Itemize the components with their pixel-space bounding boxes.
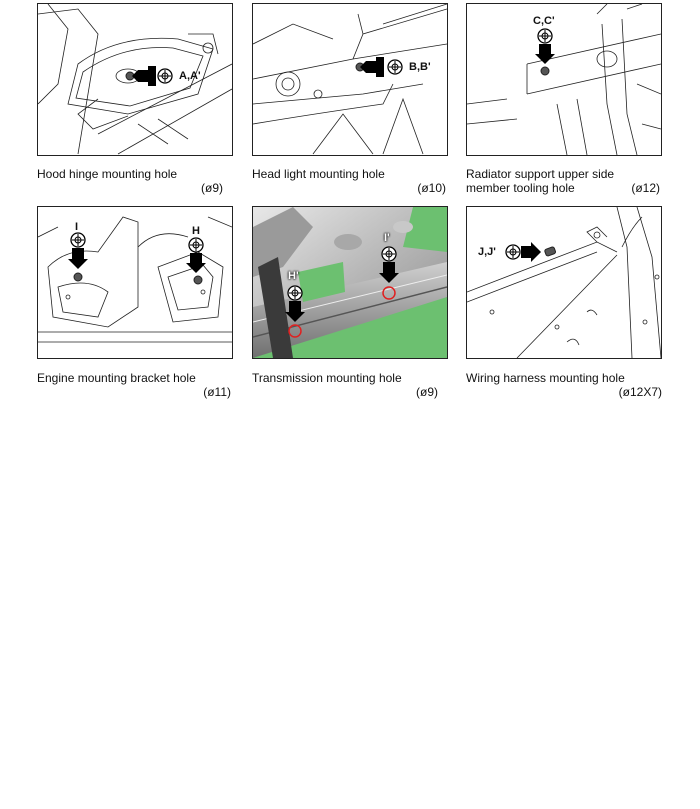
figure-head-light [252, 3, 448, 156]
diameter-hood-hinge: (ø9) [201, 181, 223, 195]
wiring-harness-drawing [467, 207, 661, 358]
pointer-arrow-icon [535, 44, 555, 64]
hole-label: A,A' [179, 70, 201, 82]
hole-label-i: I [75, 221, 79, 233]
hole-label-h: H [192, 225, 200, 237]
hole-label: B,B' [409, 61, 431, 73]
caption-hood-hinge: Hood hinge mounting hole [37, 167, 178, 181]
engine-bracket-drawing [38, 207, 232, 358]
caption-radiator-support-line2: member tooling hole [466, 181, 575, 195]
pointer-arrow-icon [521, 242, 541, 262]
target-crosshair-icon [71, 233, 85, 247]
figure-transmission [252, 206, 448, 359]
pointer-arrow-icon [360, 57, 384, 77]
caption-radiator-support-line1: Radiator support upper side [466, 167, 615, 181]
figure-wiring-harness [466, 206, 662, 359]
transmission-photo [253, 207, 447, 358]
target-crosshair-icon [506, 245, 520, 259]
target-crosshair-icon [189, 238, 203, 252]
hole-label-i-prime: I' [384, 232, 390, 244]
target-crosshair-icon [288, 286, 302, 300]
hole-marker [74, 273, 82, 281]
radiator-support-drawing [467, 4, 661, 155]
target-crosshair-icon [388, 60, 402, 74]
pointer-arrow-icon [132, 66, 156, 86]
hole-marker [541, 67, 549, 75]
hood-hinge-drawing [38, 4, 232, 155]
target-crosshair-icon [158, 69, 172, 83]
target-crosshair-icon [538, 29, 552, 43]
head-light-drawing [253, 4, 447, 155]
diameter-transmission: (ø9) [416, 385, 438, 399]
diameter-wiring-harness: (ø12X7) [618, 385, 662, 399]
hole-marker [544, 246, 556, 256]
hole-label: J,J' [478, 246, 496, 258]
diameter-radiator-support: (ø12) [631, 181, 660, 195]
hole-label-h-prime: H' [288, 270, 299, 282]
caption-head-light: Head light mounting hole [252, 167, 385, 181]
caption-transmission: Transmission mounting hole [252, 371, 402, 385]
target-crosshair-icon [382, 247, 396, 261]
diameter-head-light: (ø10) [417, 181, 446, 195]
caption-engine-bracket: Engine mounting bracket hole [37, 371, 196, 385]
figure-radiator-support [466, 3, 662, 156]
diameter-engine-bracket: (ø11) [203, 385, 231, 399]
hole-label: C,C' [533, 15, 555, 27]
figure-engine-bracket [37, 206, 233, 359]
caption-wiring-harness: Wiring harness mounting hole [466, 371, 625, 385]
hole-marker [194, 276, 202, 284]
figure-hood-hinge [37, 3, 233, 156]
